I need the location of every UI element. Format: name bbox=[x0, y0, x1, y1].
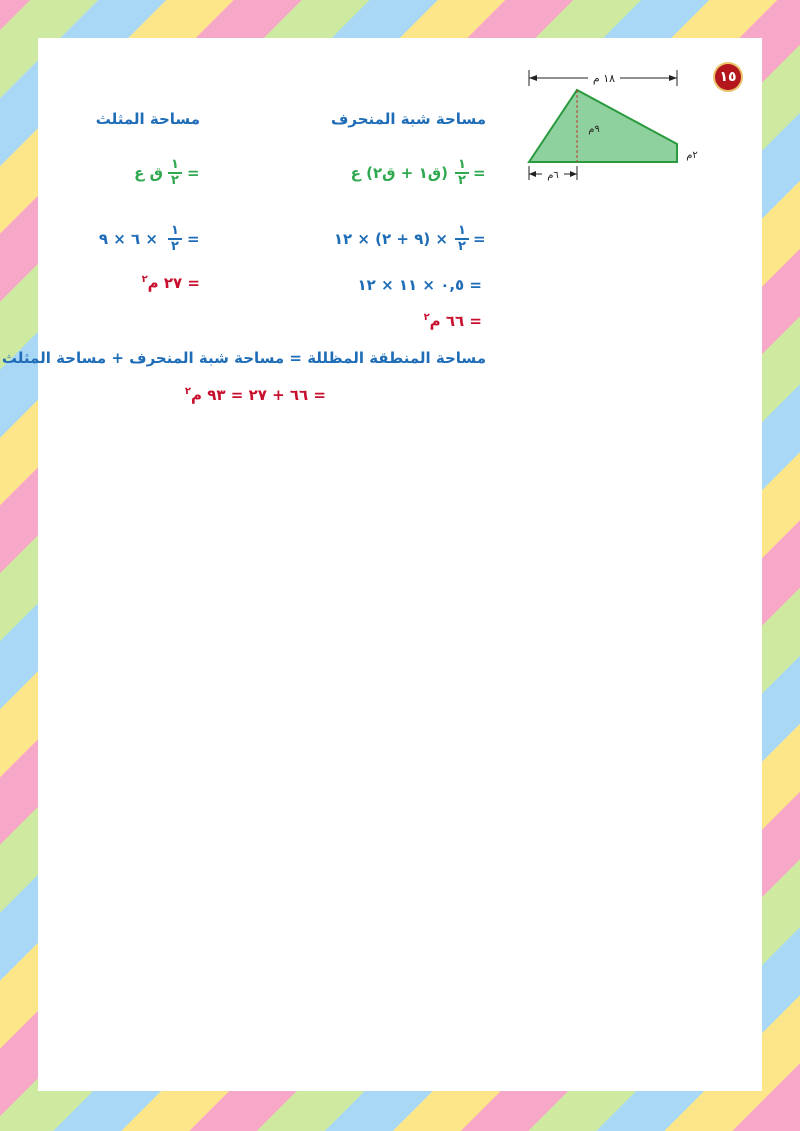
triangle-heading: مساحة المثلث bbox=[95, 110, 200, 128]
triangle-formula-rest: ق ع bbox=[134, 164, 163, 182]
trapezoid-triangle-figure bbox=[518, 64, 713, 194]
page-number: ١٥ bbox=[719, 69, 737, 85]
base-arrowhead-left bbox=[529, 171, 536, 177]
fraction-one-half: ١ ٢ bbox=[168, 224, 182, 254]
trapezoid-formula-line bbox=[338, 158, 488, 198]
base-arrowhead-right bbox=[570, 171, 577, 177]
base-label: ٦م bbox=[547, 170, 559, 181]
fraction-one-half: ١ ٢ bbox=[455, 224, 469, 254]
trapezoid-substitution-rest: × (٩ + ٢) × ١٢ bbox=[333, 230, 448, 248]
trapezoid-formula-rest: (ق١ + ق٢) ع bbox=[350, 164, 448, 182]
fraction-one-half: ١ ٢ bbox=[168, 158, 182, 188]
trapezoid-decimal-line: = ٠,٥ × ١١ × ١٢ bbox=[357, 276, 482, 294]
arrowhead-left bbox=[529, 75, 537, 81]
right-side-label: ٢م bbox=[686, 150, 698, 161]
triangle-substitution-line bbox=[83, 224, 203, 264]
shaded-shape bbox=[529, 90, 677, 162]
trapezoid-substitution-line bbox=[313, 224, 488, 264]
top-dimension-label: ١٨ م bbox=[592, 72, 616, 85]
trapezoid-heading: مساحة شبة المنحرف bbox=[330, 110, 486, 128]
arrowhead-right bbox=[669, 75, 677, 81]
fraction-one-half: ١ ٢ bbox=[455, 158, 469, 188]
equals-sign: = bbox=[187, 164, 200, 182]
triangle-area-result: = ٢٧ م$^٢$ bbox=[141, 274, 200, 292]
equals-sign: = bbox=[473, 230, 486, 248]
worksheet-page bbox=[1, 38, 762, 1091]
height-label: ٩م bbox=[588, 124, 600, 135]
shaded-area-result: = ٦٦ + ٢٧ = ٩٣ م$^٢$ bbox=[184, 386, 326, 404]
shaded-area-statement: مساحة المنطقة المظللة = مساحة شبة المنحرف + مساحة المثلث bbox=[1, 349, 486, 367]
equals-sign: = bbox=[473, 164, 486, 182]
triangle-formula-line bbox=[118, 158, 203, 198]
page-number-badge bbox=[715, 64, 741, 90]
equals-sign: = bbox=[187, 230, 200, 248]
triangle-substitution-rest: × ٦ × ٩ bbox=[98, 230, 158, 248]
trapezoid-area-result: = ٦٦ م$^٢$ bbox=[423, 312, 482, 330]
